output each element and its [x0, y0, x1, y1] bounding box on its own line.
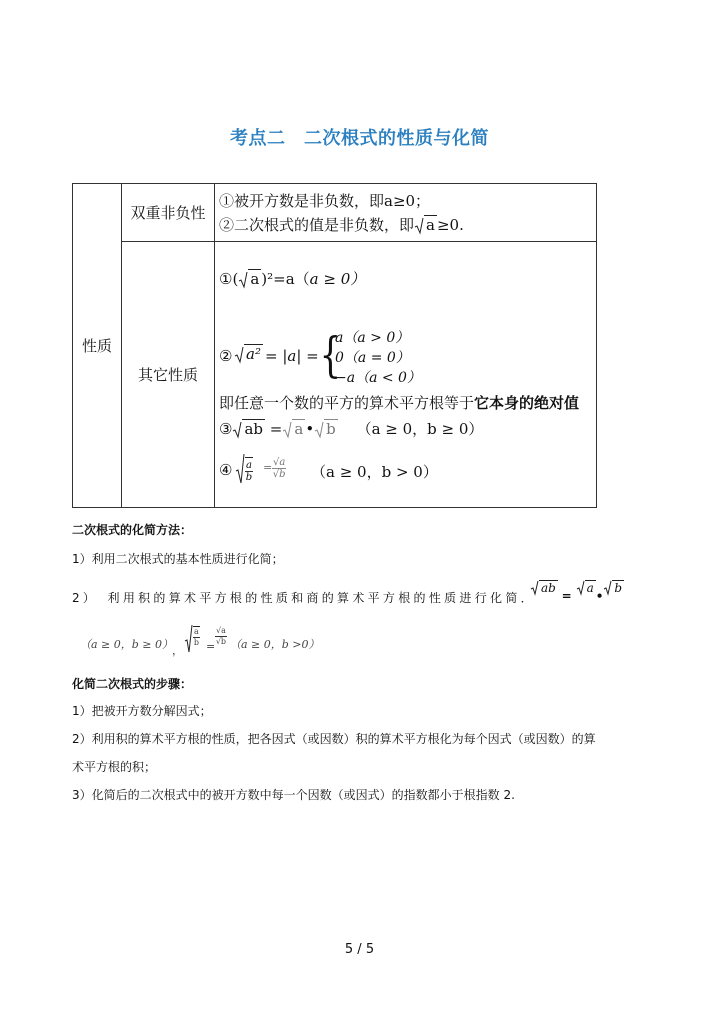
row2-content	[215, 242, 597, 508]
fraction-sqrt-a-over-sqrt-b: $\frac{√a}{√b}$	[215, 626, 227, 646]
steps-item-3: 3）化简后的二次根式中的被开方数中每一个因数（或因式）的指数都小于根指数 2.	[72, 788, 515, 802]
fraction-sqrt-a-over-sqrt-b: $\frac{√a}{√b}$	[272, 456, 286, 480]
method-product-formula: ab = a•b	[530, 580, 624, 596]
sqrt-a-radical: a	[238, 265, 261, 293]
fraction-a-over-b: $\frac{a}{b}$	[245, 457, 253, 483]
sqrt-a-radical: a	[414, 213, 437, 237]
property-4: ④ $\frac{a}{b}$ = $\frac{√a}{√b}$ （a ≥ 0，b > 0）	[219, 449, 596, 493]
properties-table	[72, 183, 597, 508]
row2-label-cell	[122, 242, 215, 508]
property-1: ①( a )²=a（a ≥ 0）	[219, 265, 596, 293]
case-3: −a（a < 0）	[335, 369, 421, 386]
sqrt-a-radical: a	[576, 580, 596, 596]
row1-label-cell	[122, 184, 215, 242]
sqrt-a2-radical: a²	[234, 345, 263, 364]
sqrt-b-radical: b	[314, 415, 338, 443]
steps-item-1: 1）把被开方数分解因式；	[72, 704, 212, 718]
method-item-1: 1）利用二次根式的基本性质进行化简；	[72, 552, 284, 566]
radical-sign-icon	[314, 421, 324, 439]
method-heading: 二次根式的化简方法：	[72, 523, 193, 537]
radical-sign-icon	[530, 580, 539, 596]
steps-heading: 化简二次根式的步骤：	[72, 677, 193, 691]
radical-sign-icon	[235, 453, 245, 485]
property-3: ③ ab = a • b （a ≥ 0，b ≥ 0）	[219, 415, 596, 443]
method-item-2: 2） 利用积的算术平方根的性质和商的算术平方根的性质进行化简．	[72, 591, 536, 605]
case-2: 0（a = 0）	[335, 349, 410, 366]
method-conditions: （a ≥ 0，b ≥ 0） ， $\frac{a}{b}$ = $\frac{√a}{√b}$ （a ≥ 0，b >0）	[80, 626, 320, 657]
radical-sign-icon	[184, 624, 193, 654]
row1-content	[215, 184, 597, 242]
radical-sign-icon	[234, 346, 244, 364]
steps-item-2-line-1: 2）利用积的算术平方根的性质，把各因式（或因数）积的算术平方根化为每个因式（或因数）的算	[72, 732, 596, 746]
property-2: ② a² = |a| = { a（a > 0） 0（a = 0） −a（a < 0）	[219, 326, 421, 386]
radical-sign-icon	[414, 217, 424, 235]
row1-line2: ②二次根式的值是非负数，即 a ≥0.	[219, 213, 596, 237]
radical-sign-icon	[238, 271, 248, 289]
row1-line1: ①被开方数是非负数，即a≥0；	[219, 191, 431, 210]
radical-sign-icon	[232, 421, 242, 439]
sqrt-b-radical: b	[603, 580, 624, 596]
sqrt-a-radical: a	[282, 415, 305, 443]
section-title: 考点二 二次根式的性质与化简	[230, 128, 489, 149]
sqrt-ab-radical: ab	[530, 580, 558, 596]
sqrt-ab-radical: ab	[232, 415, 265, 443]
row2-label: 其它性质	[137, 366, 198, 384]
category-label: 性质	[81, 337, 112, 355]
fraction-a-over-b: $\frac{a}{b}$	[193, 627, 199, 647]
radical-sign-icon	[282, 421, 292, 439]
piecewise-cases	[335, 328, 421, 388]
absolute-value-note: 即任意一个数的平方的算术平方根等于它本身的绝对值	[219, 393, 580, 412]
radical-sign-icon	[576, 580, 585, 596]
left-brace: {	[319, 326, 341, 383]
row1-label: 双重非负性	[130, 204, 206, 222]
case-1: a（a > 0）	[335, 329, 410, 346]
category-cell	[73, 184, 122, 508]
steps-item-2-line-2: 术平方根的积；	[72, 760, 157, 774]
page-number: 5 / 5	[344, 942, 375, 957]
